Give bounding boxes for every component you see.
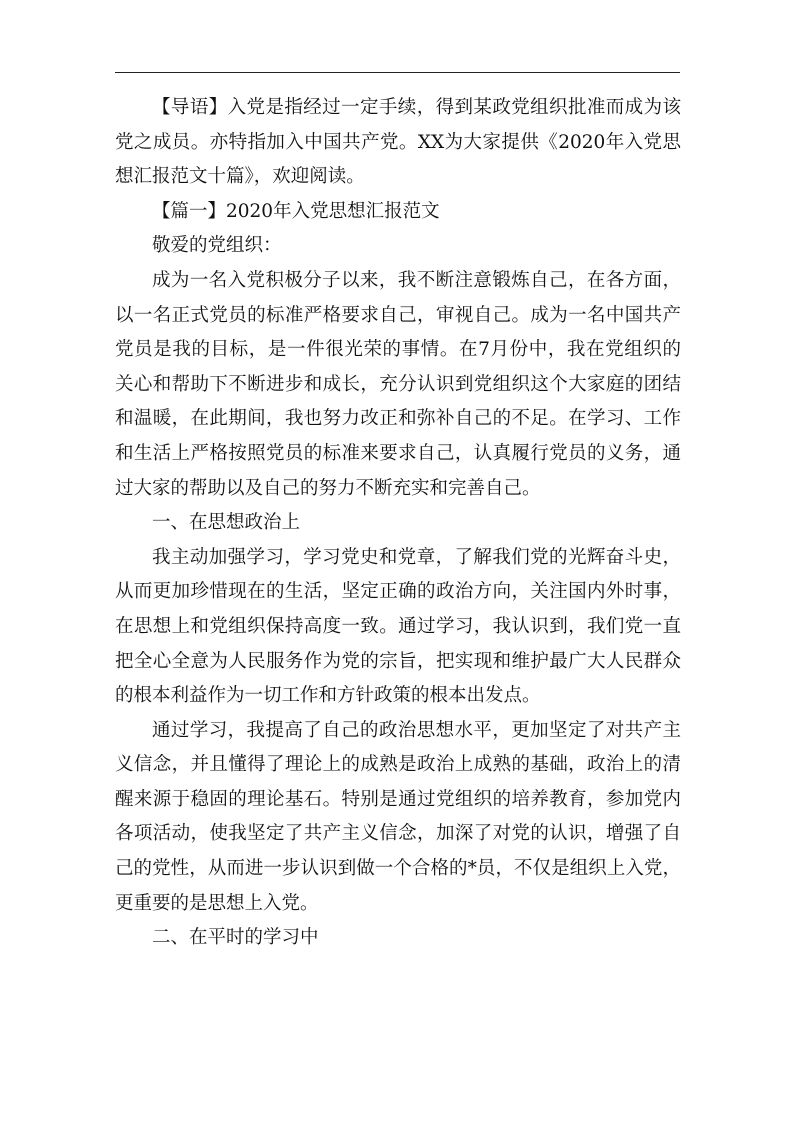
chapter-heading: 【篇一】2020年入党思想汇报范文 <box>152 200 440 222</box>
header-rule <box>115 72 680 73</box>
section-heading-2: 二、在平时的学习中 <box>152 927 319 949</box>
body-paragraph-1: 成为一名入党积极分子以来，我不断注意锻炼自己，在各方面，以一名正式党员的标准严格要求自己，审视自己。成为一名中国共产党员是我的目标，是一件很光荣的事情。在7月份中，我在党组织的关心和帮助下不断进步和成长，充分认识到党组织这个大家庭的团结和温暖，在此期间，我也努力改正和弥补自己的不足。在学习、工作和生活上严格按照党员的标准来要求自己，认真履行党员的义务，通过大家的帮助以及自己的努力不断充实和完善自己。 <box>115 269 681 499</box>
document-body <box>115 91 681 956</box>
intro-paragraph: 【导语】入党是指经过一定手续，得到某政党组织批准而成为该党之成员。亦特指加入中国共产党。XX为大家提供《2020年入党思想汇报范文十篇》，欢迎阅读。 <box>115 97 681 188</box>
body-paragraph-3: 通过学习，我提高了自己的政治思想水平，更加坚定了对共产主义信念，并且懂得了理论上的成熟是政治上成熟的基础，政治上的清醒来源于稳固的理论基石。特别是通过党组织的培养教育，参加党内各项活动，使我坚定了共产主义信念，加深了对党的认识，增强了自己的党性，从而进一步认识到做一个合格的*员，不仅是组织上入党，更重要的是思想上入党。 <box>115 719 681 914</box>
body-paragraph-2: 我主动加强学习，学习党史和党章，了解我们党的光辉奋斗史，从而更加珍惜现在的生活，坚定正确的政治方向，关注国内外时事，在思想上和党组织保持高度一致。通过学习，我认识到，我们党一直把全心全意为人民服务作为党的宗旨，把实现和维护最广大人民群众的根本利益作为一切工作和方针政策的根本出发点。 <box>115 546 681 707</box>
salutation: 敬爱的党组织： <box>152 235 282 257</box>
section-heading-1: 一、在思想政治上 <box>152 512 301 534</box>
